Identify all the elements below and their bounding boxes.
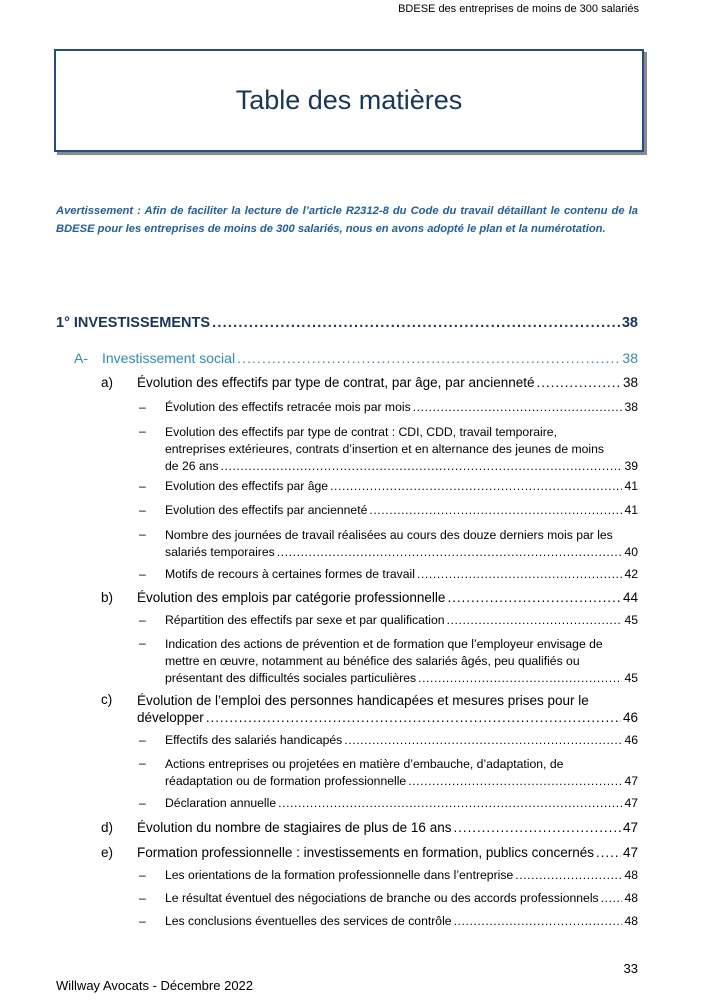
toc-label: Evolution des effectifs par âge — [165, 479, 329, 493]
toc-dash: – — [139, 756, 146, 770]
toc-label-line: Indication des actions de prévention et de formation que l’employeur envisage de — [165, 637, 603, 651]
toc-page: 39 — [624, 459, 638, 473]
dot-leader — [447, 590, 621, 605]
running-header: BDESE des entreprises de moins de 300 salariés — [398, 3, 639, 15]
toc-entry-c-2[interactable] — [165, 756, 638, 790]
dot-leader — [278, 796, 622, 810]
toc-page: 41 — [624, 503, 638, 517]
toc-label: Les conclusions éventuelles des services de contrôle — [165, 914, 452, 928]
toc-entry-e-1[interactable] — [165, 868, 638, 882]
toc-label-line: entreprises extérieures, contrats d’insertion et en alternance des jeunes de moins — [165, 442, 604, 456]
toc-entry-e-2[interactable] — [165, 891, 638, 905]
toc-entry-a[interactable] — [137, 375, 638, 390]
toc-entry-c-1[interactable] — [165, 733, 638, 747]
toc-page: 38 — [622, 375, 638, 390]
toc-dash: – — [139, 636, 146, 650]
footer-text: Willway Avocats - Décembre 2022 — [56, 978, 254, 993]
toc-label: Évolution des effectifs retracée mois par mois — [165, 400, 411, 414]
toc-entry-b[interactable] — [137, 590, 638, 605]
toc-page: 46 — [624, 733, 638, 747]
toc-label: réadaptation ou de formation professionnelle — [165, 774, 407, 788]
toc-entry-a-3[interactable] — [165, 479, 638, 493]
dot-leader — [221, 458, 623, 475]
toc-dash: – — [139, 424, 146, 438]
toc-marker: b) — [101, 590, 114, 605]
toc-label: Motifs de recours à certaines formes de travail — [165, 567, 415, 581]
toc-label: développer — [137, 710, 204, 725]
toc-entry-section-1[interactable] — [56, 315, 638, 331]
toc-label: présentant des difficultés sociales particulières — [165, 671, 417, 685]
toc-page: 47 — [624, 796, 638, 810]
toc-dash: – — [139, 796, 146, 810]
toc-dash: – — [139, 891, 146, 905]
dot-leader — [596, 845, 621, 860]
toc-entry-a-4[interactable] — [165, 503, 638, 517]
toc-label: Évolution du nombre de stagiaires de plus de 16 ans — [137, 820, 452, 835]
dot-leader — [330, 479, 622, 493]
toc-marker: a) — [101, 375, 114, 390]
title-box — [54, 49, 644, 152]
toc-page: 47 — [622, 820, 638, 835]
dot-leader — [237, 350, 620, 366]
toc-label-last — [165, 670, 638, 687]
toc-entry-e[interactable] — [137, 845, 638, 860]
toc-label-line: Actions entreprises ou projetées en matière d’embauche, d’adaptation, de — [165, 757, 564, 771]
toc-page: 44 — [622, 590, 638, 605]
toc-label-last — [137, 709, 638, 726]
page-number: 33 — [623, 961, 638, 976]
toc-entry-section-a[interactable] — [102, 350, 638, 366]
dot-leader — [344, 733, 622, 747]
toc-label: Formation professionnelle : investissements en formation, publics concernés — [137, 845, 594, 860]
toc-page: 40 — [624, 545, 638, 559]
toc-entry-d[interactable] — [137, 820, 638, 835]
dot-leader — [454, 914, 623, 928]
dot-leader — [418, 670, 622, 687]
toc-label: Évolution des emplois par catégorie professionnelle — [137, 590, 446, 605]
toc-marker: c) — [101, 692, 113, 707]
toc-label: Effectifs des salariés handicapés — [165, 733, 343, 747]
dot-leader — [212, 315, 620, 331]
toc-entry-e-3[interactable] — [165, 914, 638, 928]
toc-page: 45 — [624, 613, 638, 627]
toc-label-last — [165, 544, 638, 561]
toc-marker: e) — [101, 845, 114, 860]
dot-leader — [447, 613, 623, 627]
dot-leader — [277, 544, 623, 561]
dot-leader — [601, 891, 623, 905]
toc-label-last — [165, 458, 638, 475]
dot-leader — [369, 503, 622, 517]
toc-label-line: mettre en œuvre, notamment au bénéfice des salariés âgés, peu qualifiés ou — [165, 654, 580, 668]
toc-entry-a-6[interactable] — [165, 567, 638, 581]
toc-page: 48 — [624, 868, 638, 882]
toc-label: Investissement social — [102, 350, 236, 366]
toc-marker: A- — [74, 350, 88, 366]
toc-dash: – — [139, 733, 146, 747]
toc-label: Evolution des effectifs par ancienneté — [165, 503, 368, 517]
toc-page: 42 — [624, 567, 638, 581]
toc-label: Le résultat éventuel des négociations de branche ou des accords professionnels — [165, 891, 599, 905]
dot-leader — [417, 567, 622, 581]
dot-leader — [453, 820, 621, 835]
toc-dash: – — [139, 479, 146, 493]
toc-label: de 26 ans — [165, 459, 219, 473]
notice-text: Avertissement : Afin de faciliter la lecture de l’article R2312-8 du Code du travail détaillant le contenu de la BDESE pour les entreprises de moins de 300 salariés, nous en avons adopté le plan et la numérotation. — [56, 205, 638, 235]
toc-entry-b-2[interactable] — [165, 636, 638, 687]
toc-label: Évolution des effectifs par type de contrat, par âge, par ancienneté — [137, 375, 535, 390]
toc-entry-a-1[interactable] — [165, 400, 638, 414]
toc-label: salariés temporaires — [165, 545, 275, 559]
toc-label-line: Evolution des effectifs par type de contrat : CDI, CDD, travail temporaire, — [165, 425, 557, 439]
toc-entry-b-1[interactable] — [165, 613, 638, 627]
toc-entry-a-5[interactable] — [165, 527, 638, 561]
toc-label: Répartition des effectifs par sexe et par qualification — [165, 613, 445, 627]
toc-page: 38 — [621, 315, 638, 331]
toc-page: 38 — [624, 400, 638, 414]
toc-dash: – — [139, 400, 146, 414]
toc-page: 45 — [624, 671, 638, 685]
toc-label-line: Évolution de l’emploi des personnes handicapées et mesures prises pour le — [137, 693, 589, 708]
toc-label-line: Nombre des journées de travail réalisées au cours des douze derniers mois par les — [165, 528, 613, 542]
toc-marker: d) — [101, 820, 114, 835]
toc-label: 1° INVESTISSEMENTS — [56, 315, 211, 331]
toc-page: 38 — [622, 350, 638, 366]
toc-entry-c[interactable] — [137, 692, 638, 726]
toc-dash: – — [139, 527, 146, 541]
toc-page: 41 — [624, 479, 638, 493]
toc-label: Déclaration annuelle — [165, 796, 277, 810]
dot-leader — [515, 868, 622, 882]
toc-dash: – — [139, 567, 146, 581]
page-title: Table des matières — [235, 85, 463, 115]
dot-leader — [206, 709, 621, 726]
toc-dash: – — [139, 613, 146, 627]
toc-page: 47 — [622, 845, 638, 860]
toc-entry-a-2[interactable] — [165, 424, 638, 475]
toc-page: 47 — [624, 774, 638, 788]
dot-leader — [537, 375, 621, 390]
toc-page: 46 — [622, 710, 638, 725]
toc-entry-c-3[interactable] — [165, 796, 638, 810]
toc-page: 48 — [624, 891, 638, 905]
dot-leader — [408, 773, 622, 790]
toc-page: 48 — [624, 914, 638, 928]
toc-dash: – — [139, 914, 146, 928]
toc-label: Les orientations de la formation professionnelle dans l’entreprise — [165, 868, 514, 882]
toc-dash: – — [139, 868, 146, 882]
dot-leader — [413, 400, 623, 414]
toc-dash: – — [139, 503, 146, 517]
toc-label-last — [165, 773, 638, 790]
